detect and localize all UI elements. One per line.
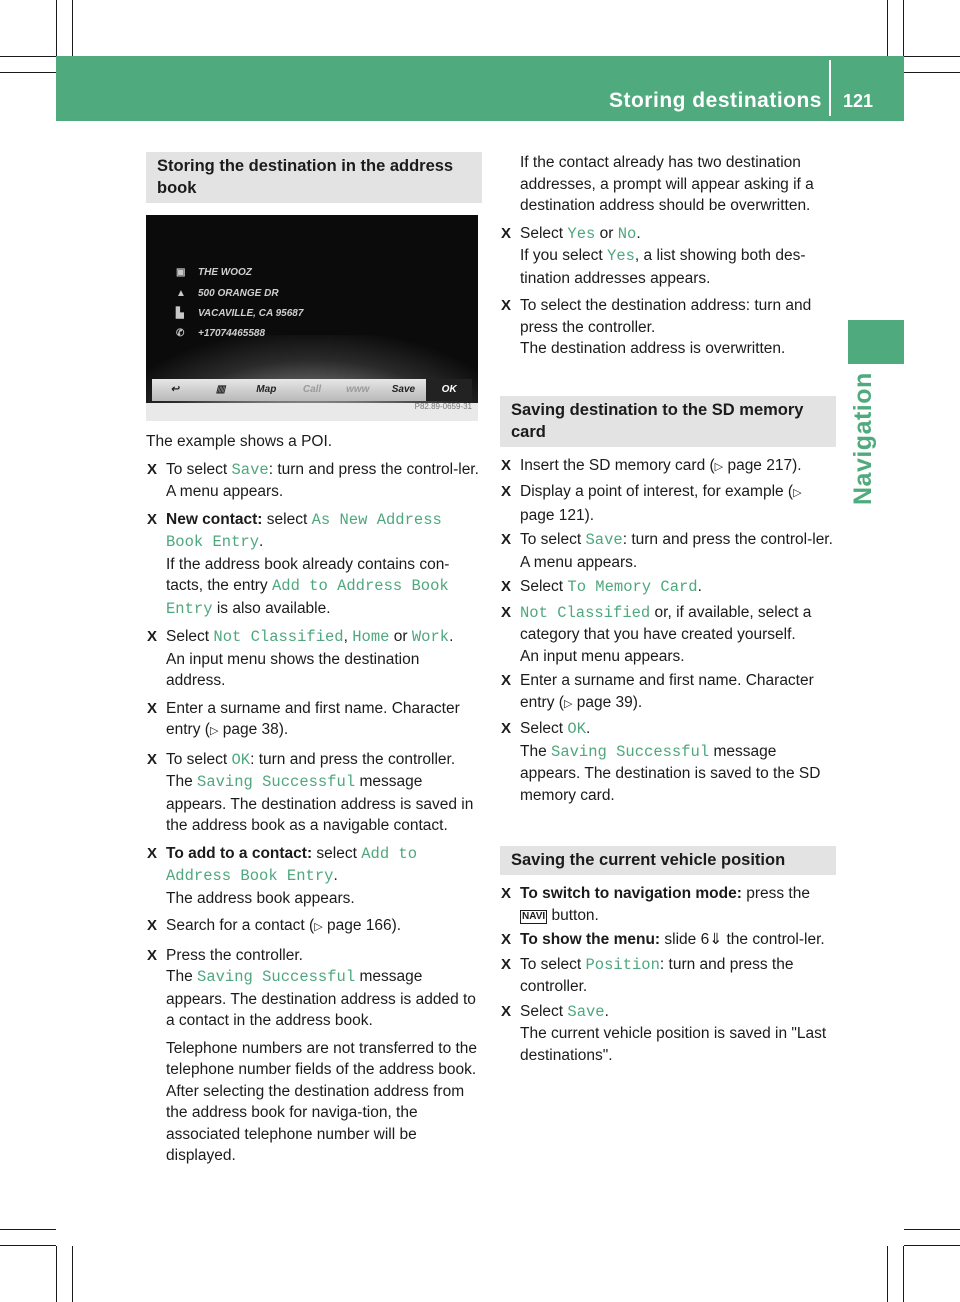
section-heading: Storing the destination in the address book [146,152,482,203]
instruction-step: X To select Save: turn and press the control-ler. A menu appears. [147,460,479,500]
www-button: www [346,384,370,396]
poi-row: ▙ VACAVILLE, CA 95687 [176,303,303,325]
poi-row: ▲ 500 ORANGE DR [176,283,279,305]
step-marker: X [147,844,158,862]
step-marker: X [501,955,512,973]
step-marker: X [147,917,158,934]
instruction-step: X To select Position: turn and press the controller. [501,955,794,995]
instruction-step: X Not Classified or, if available, select a category that you have created yourself. An input menu appears. [501,603,812,665]
menu-term: Saving Successful [197,968,356,986]
step-marker: X [501,931,512,948]
instruction-step: X New contact: select As New Address Book Entry. If the address book already contains con-tacts, the entry Add to Address Book Entry is also available. [147,510,450,618]
running-header-title: Storing destinations [608,89,822,112]
menu-term: Not Classified [213,628,344,646]
crop-mark [0,56,56,57]
page-ref-icon: ▷ [209,725,219,737]
menu-term: OK [567,720,586,738]
poi-row: ▣ THE WOOZ [176,262,252,284]
menu-term: Not Classified [520,603,651,622]
menu-term: Saving Successful [551,742,710,761]
navi-key-icon: NAVI [522,910,546,922]
step-marker: X [501,224,512,242]
instruction-step: X Select Not Classified, Home or Work. An input menu shows the destination address. [147,628,454,689]
menu-term: As New Address Book Entry [166,510,442,551]
figure-code: P82.89-0659-31 [414,401,472,411]
menu-term: No [617,224,637,243]
crop-mark [72,1246,73,1302]
section-heading: Saving the current vehicle position [500,846,836,875]
intro-text: If the contact already has two destination addresses, a prompt will appear asking if a destination address should be overwritten. [520,154,814,214]
street-icon: ▲ [176,288,186,299]
step-marker: X [147,750,158,768]
map-button: Map [256,384,277,396]
menu-term: Add to Address Book Entry [166,844,418,885]
instruction-step: X To switch to navigation mode: press the NAVI button. [501,885,810,924]
instruction-step: X Insert the SD memory card (▷ page 217). [500,455,836,479]
instruction-step: X Select OK. The Saving Successful message appears. The destination is saved to the SD memory card. [501,720,821,804]
section-heading: Saving destination to the SD memory card [500,396,836,447]
page-ref-icon: ▷ [793,487,802,499]
menu-term: Home [352,628,390,646]
step-marker: X [501,531,512,548]
menu-term: Yes [567,224,596,243]
left-column [146,152,482,1167]
menu-term: OK [231,750,251,769]
instruction-step: X Press the controller. The Saving Successful message appears. The destination address is added to a contact in the address book. Telephone numbers are not transferred to the telephone number fields of the address book. After selecting the destination address from the address book for naviga-tion, the associated telephone number will be displayed. [146,945,482,1167]
call-button: Call [302,384,322,396]
instruction-step: X To select the destination address: turn and press the controller. The destination address is overwritten. [501,297,812,357]
chapter-tab [848,320,904,364]
building-icon: ▣ [176,267,186,278]
crop-mark [903,1246,904,1302]
crop-mark [72,0,73,56]
menu-term: Yes [607,247,635,265]
crop-mark [0,1245,56,1246]
step-marker: X [147,628,158,645]
step-marker: X [501,672,512,689]
crop-mark [56,0,57,56]
instruction-step: X To add to a contact: select Add to Address Book Entry. The address book appears. [147,844,418,907]
step-marker: X [501,483,512,500]
instruction-step: X Select Save. The current vehicle position is saved in "Last destinations". [501,1002,827,1064]
step-marker: X [501,885,512,902]
step-marker: X [501,297,512,314]
step-marker: X [147,946,158,964]
crop-mark [56,1246,57,1302]
right-column [500,152,836,1066]
instruction-step: X To select Save: turn and press the control-ler. A menu appears. [501,531,833,571]
contact-icon: ▥ [215,384,226,396]
ok-button: OK [426,379,472,401]
menu-term: Save [585,531,623,549]
step-marker: X [147,699,158,717]
page-ref-icon: ▷ [563,697,573,710]
intro-text: The example shows a POI. [146,433,333,450]
instruction-step: X To select OK: turn and press the controller. The Saving Successful message appears. The destination address is saved in the address book as a navigable contact. [147,750,474,834]
instruction-step: X Enter a surname and first name. Character entry (▷ page 38). [147,699,460,738]
step-marker: X [501,603,512,621]
instruction-step: X Select To Memory Card. [501,578,702,596]
chapter-label: Navigation [849,372,877,505]
page-ref-icon: ▷ [314,921,323,933]
note-text: Telephone numbers are not transferred to the telephone number fields of the address book. After selecting the destination address from the address book for naviga-tion, the associated telephone number will be displayed. [166,1039,478,1164]
menu-term: Saving Successful [197,773,356,791]
page-ref-icon: ▷ [714,460,724,473]
step-marker: X [147,460,158,478]
city-icon: ▙ [176,308,184,319]
save-button: Save [391,384,416,396]
instruction-step: X Search for a contact (▷ page 166). [146,915,482,939]
crop-mark [887,1246,888,1302]
menu-term: To Memory Card [567,578,698,596]
instruction-step: X To show the menu: slide 6⇓ the control-ler. [500,929,836,951]
crop-mark [0,72,56,73]
step-marker: X [501,456,512,474]
poi-row: ✆ +17074465588 [176,323,265,345]
page-number: 121 [843,91,874,111]
step-marker: X [501,720,512,737]
step-marker: X [501,1002,512,1020]
instruction-step: X Select Yes or No. If you select Yes, a list showing both des-tination addresses appears. [501,224,806,287]
step-marker: X [147,510,158,528]
step-marker: X [501,578,512,595]
header-divider [829,60,831,116]
menu-term: Work [411,628,450,646]
back-icon: ↩ [170,384,180,396]
crop-mark [0,1229,56,1230]
phone-icon: ✆ [176,328,185,339]
instruction-step: X Enter a surname and first name. Character entry (▷ page 39). [501,672,814,711]
crop-mark [904,56,960,57]
menu-term: Add to Address Book Entry [166,577,449,618]
menu-term: Save [231,460,269,479]
menu-term: Save [567,1002,605,1021]
screenshot-figure [146,215,478,421]
controller-slide-icon: 6⇓ [700,931,723,948]
crop-mark [887,0,888,56]
crop-mark [904,72,960,73]
instruction-step: X Display a point of interest, for example (▷ page 121). [501,483,802,524]
menu-term: Position [585,955,660,974]
crop-mark [904,1229,960,1230]
crop-mark [903,0,904,56]
crop-mark [904,1245,960,1246]
